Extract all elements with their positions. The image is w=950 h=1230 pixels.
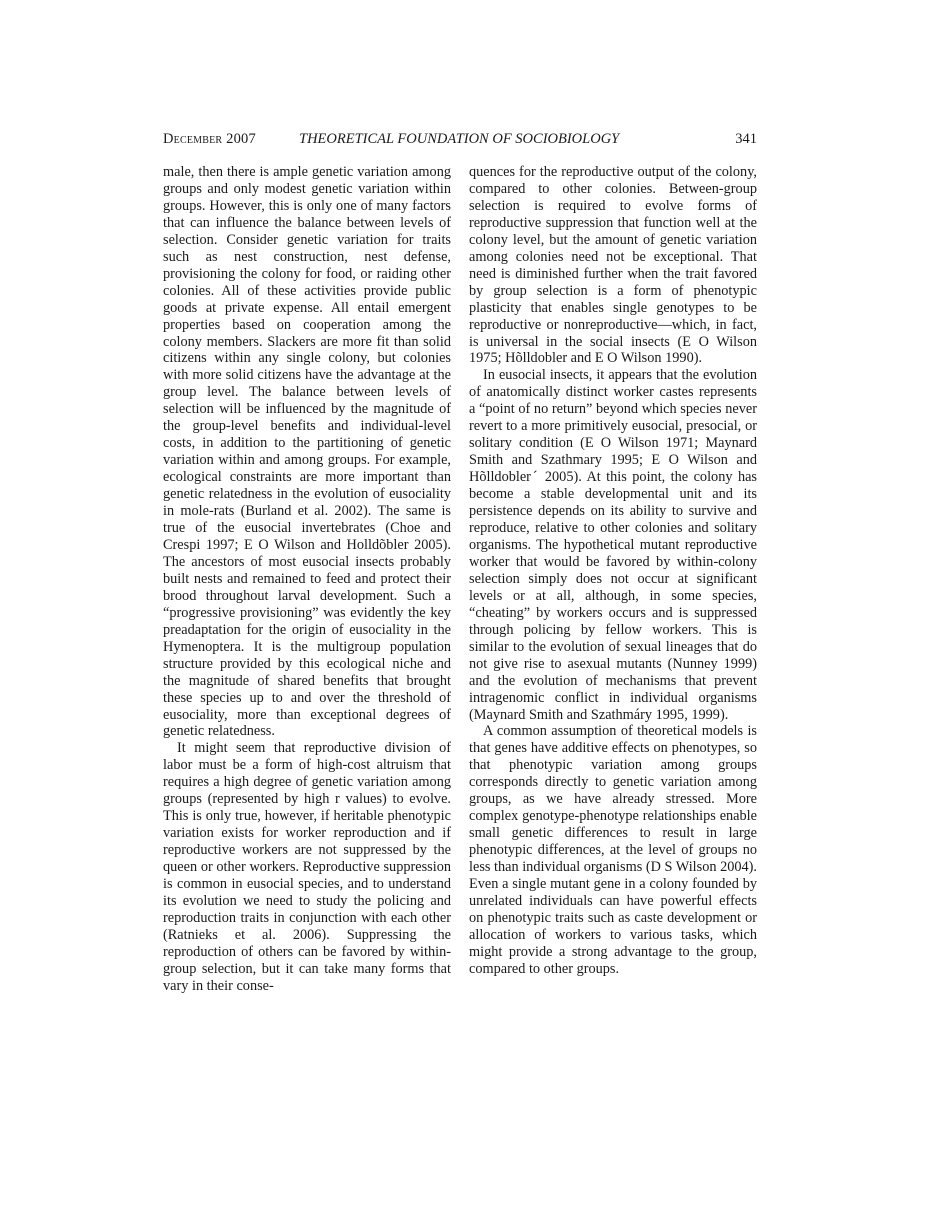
left-column [163,164,451,995]
paragraph: male, then there is ample genetic variation among groups and only modest genetic variation within groups. However, this is only one of many factors that can influence the balance between levels of selection. Consider genetic variation for traits such as nest construction, nest defense, provisioning the colony for food, or raiding other colonies. All of these activities provide public goods at private expense. All entail emergent properties based on cooperation among the colony members. Slackers are more fit than solid citizens within any single colony, but colonies with more solid citizens have the advantage at the group level. The balance between levels of selection will be influenced by the magnitude of the group-level benefits and individual-level costs, in addition to the partitioning of genetic variation within and among groups. For example, ecological constraints are more important than genetic relatedness in the evolution of eusociality in mole-rats (Burland et al. 2002). The same is true of the eusocial invertebrates (Choe and Crespi 1997; E O Wilson and Holldõbler 2005). The ancestors of most eusocial insects probably built nests and remained to feed and protect their brood throughout larval development. Such a “progressive provisioning” was evidently the key preadaptation for the origin of eusociality in the Hymenoptera. It is the multigroup population structure provided by this ecological niche and the magnitude of shared benefits that brought these species up to and over the threshold of eusociality, more than exceptional degrees of genetic relatedness. [163,164,451,740]
right-column [469,164,757,978]
running-head-date: December 2007 [163,131,256,147]
running-head [163,129,757,149]
running-head-title: THEORETICAL FOUNDATION OF SOCIOBIOLOGY [299,131,620,147]
page-number: 341 [735,131,757,147]
paragraph: In eusocial insects, it appears that the evolution of anatomically distinct worker castes represents a “point of no return” beyond which species never revert to a more primitively eusocial, presocial, or solitary condition (E O Wilson 1971; Maynard Smith and Szathmary 1995; E O Wilson and Hõlldoblerˊ 2005). At this point, the colony has become a stable developmental unit and its persistence depends on its ability to survive and reproduce, relative to other colonies and solitary organisms. The hypothetical mutant reproductive worker that would be favored by within-colony selection simply does not occur at significant levels or at all, although, in some species, “cheating” by workers occurs and is suppressed through policing by fellow workers. This is similar to the evolution of sexual lineages that do not give rise to asexual mutants (Nunney 1999) and the evolution of mechanisms that prevent intragenomic conflict in individual organisms (Maynard Smith and Szathmáry 1995, 1999). [469,367,757,723]
paragraph: It might seem that reproductive division of labor must be a form of high-cost altruism that requires a high degree of genetic variation among groups (represented by high r values) to evolve. This is only true, however, if heritable phenotypic variation exists for worker reproduction and if reproductive workers are not suppressed by the queen or other workers. Reproductive suppression is common in eusocial species, and to understand its evolution we need to study the policing and reproduction traits in conjunction with each other (Ratnieks et al. 2006). Suppressing the reproduction of others can be favored by within-group selection, but it can take many forms that vary in their conse- [163,740,451,994]
paragraph: A common assumption of theoretical models is that genes have additive effects on phenotypes, so that phenotypic variation among groups corresponds directly to genetic variation among groups, as we have already stressed. More complex genotype-phenotype relationships enable small genetic differences to result in large phenotypic differences, at the level of groups no less than individual organisms (D S Wilson 2004). Even a single mutant gene in a colony founded by unrelated individuals can have powerful effects on phenotypic traits such as caste development or allocation of workers to various tasks, which might provide a strong advantage to the group, compared to other groups. [469,723,758,977]
paragraph: quences for the reproductive output of the colony, compared to other colonies. Between-group selection is required to evolve forms of reproductive suppression that function well at the colony level, but the amount of genetic variation among colonies need not be exceptional. That need is diminished further when the trait favored by group selection is a form of phenotypic plasticity that enables single genotypes to be reproductive or nonreproductive—which, in fact, is universal in the social insects (E O Wilson 1975; Hõlldobler and E O Wilson 1990). [469,164,757,367]
